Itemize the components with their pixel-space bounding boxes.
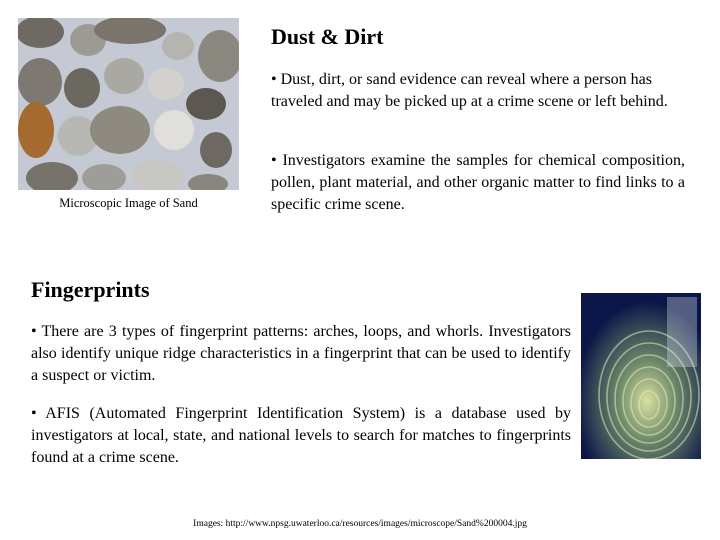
- dust-bullet-1: • Dust, dirt, or sand evidence can reveal where a person has traveled and may be picked up at a crime scene or left behind.: [271, 71, 668, 110]
- fingerprint-graphic: [581, 293, 701, 459]
- dust-bullet-2: • Investigators examine the samples for chemical composition, pollen, plant material, and other organic matter to find links to a specific crime scene.: [271, 152, 685, 213]
- image-credit: Images: http://www.npsg.uwaterloo.ca/resources/images/microscope/Sand%200004.jpg: [193, 519, 527, 529]
- fingerprints-heading: Fingerprints: [31, 277, 150, 302]
- fingerprints-bullet-1: • There are 3 types of fingerprint patterns: arches, loops, and whorls. Investigators also identify unique ridge characteristics in a fingerprint that can be used to identify a suspect or victim.: [31, 323, 571, 384]
- dust-dirt-heading: Dust & Dirt: [271, 24, 384, 49]
- fingerprint-image: [581, 293, 701, 459]
- sand-grains-graphic: [18, 18, 239, 190]
- sand-microscope-image: [18, 18, 239, 190]
- fingerprints-bullet-2: • AFIS (Automated Fingerprint Identification System) is a database used by investigators at local, state, and national levels to search for matches to fingerprints found at a crime scene.: [31, 405, 571, 466]
- sand-image-caption: Microscopic Image of Sand: [59, 196, 198, 210]
